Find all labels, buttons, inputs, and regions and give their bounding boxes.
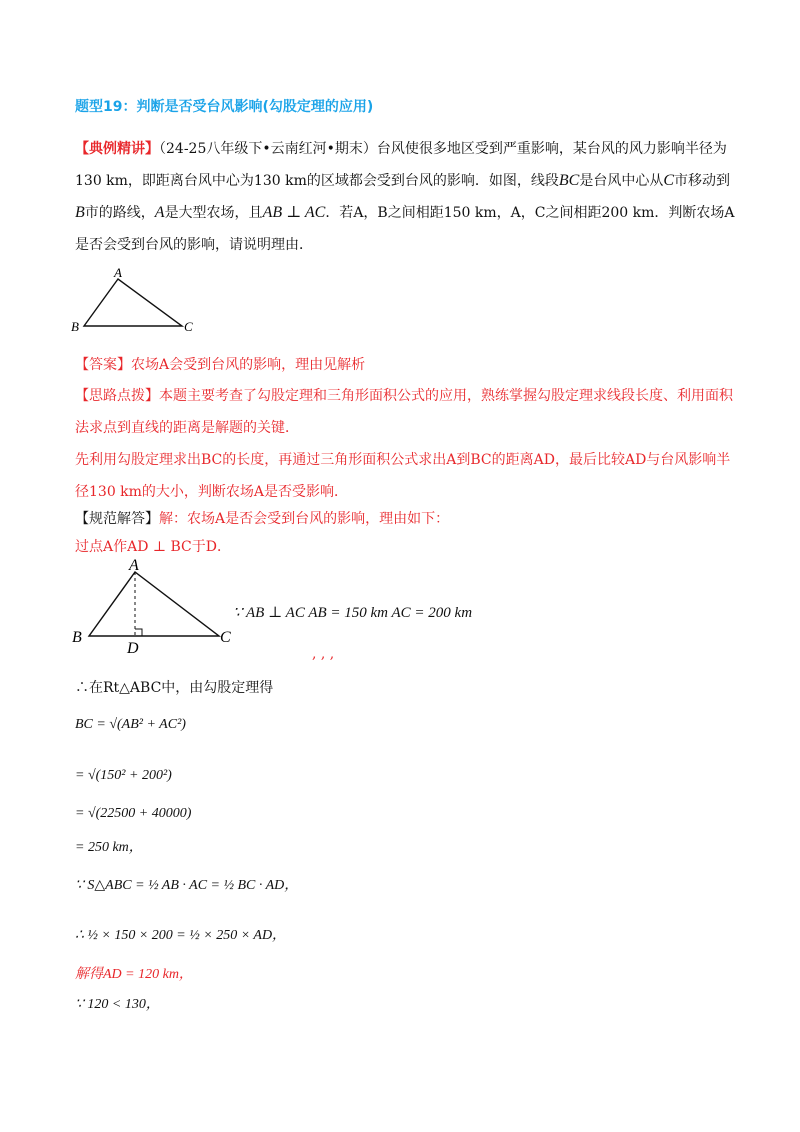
- example-perp: AB ⊥ AC: [262, 204, 326, 221]
- triangle-figure-2: [68, 556, 243, 658]
- example-text-2: 是台风中心从: [579, 173, 664, 189]
- solution-step-8: 解得AD = 120 km，: [75, 967, 193, 982]
- example-text-5: 是大型农场，且: [164, 205, 263, 221]
- solution-step-7: ∴ ½ × 150 × 200 = ½ × 250 × AD，: [75, 928, 287, 943]
- foot-d-label: D: [127, 640, 139, 657]
- solution-step-9: ∵ 120 < 130，: [75, 997, 160, 1012]
- right-angle-mark: [135, 629, 142, 636]
- solution-step-2: BC = √(AB² + AC²): [75, 717, 186, 732]
- vertex-a-label-1: A: [114, 265, 122, 280]
- solution-step-6: ∵ S△ABC = ½ AB · AC = ½ BC · AD，: [75, 878, 299, 893]
- solution-intro: 解：农场A是否会受到台风的影响，理由如下：: [159, 511, 450, 527]
- example-paragraph: [75, 133, 735, 261]
- example-text-4: 市的路线，: [84, 205, 155, 221]
- hint-paragraph: [75, 380, 735, 444]
- example-bc: BC: [558, 172, 580, 189]
- solution-step-3: = √(150² + 200²): [75, 768, 172, 783]
- example-b: B: [75, 204, 85, 221]
- vertex-c-label-1: C: [184, 319, 193, 334]
- hint-tag: 【思路点拨】: [75, 388, 159, 404]
- example-text-6: ．若: [325, 205, 354, 221]
- vertex-a-label-2: A: [129, 557, 139, 574]
- answer-text: 农场A会受到台风的影响，理由见解析: [131, 357, 366, 373]
- example-text-7: A，B之间相距150 km，A，C之间相距200 km．判断农场A是否会受到台风的影响，请说明理由．: [75, 205, 735, 253]
- triangle-abc-2: [89, 572, 219, 636]
- answer-line: [75, 354, 365, 374]
- vertex-b-label-1: B: [71, 319, 79, 334]
- example-text-1: （24-25八年级下•云南红河•期末）台风使很多地区受到严重影响，某台风的风力影响半径为130 km，即距离台风中心为130 km的区域都会受到台风的影响．如图，线段: [75, 141, 727, 189]
- solution-step-5: = 250 km，: [75, 840, 143, 855]
- triangle-abc-1: [84, 279, 182, 326]
- solution-step-0: 过点A作AD ⊥ BC于D．: [75, 539, 231, 555]
- solution-step-4: = √(22500 + 40000): [75, 806, 192, 821]
- answer-tag: 【答案】: [75, 357, 131, 373]
- section-title: 题型19：判断是否受台风影响(勾股定理的应用): [75, 99, 374, 115]
- hint-paragraph-2: 先利用勾股定理求出BC的长度，再通过三角形面积公式求出A到BC的距离AD，最后比较AD与台风影响半径130 km的大小，判断农场A是否受影响．: [75, 452, 731, 500]
- solution-given-commas: , , ,: [312, 646, 335, 662]
- vertex-c-label-2: C: [220, 629, 231, 646]
- solution-given: ∵ AB ⊥ AC AB = 150 km AC = 200 km: [233, 605, 473, 621]
- solution-step-1: ∴在Rt△ABC中，由勾股定理得: [75, 680, 274, 696]
- example-text-3: 市移动到: [674, 173, 730, 189]
- solution-tag: 【规范解答】: [75, 511, 159, 527]
- example-tag: 【典例精讲】: [75, 141, 159, 157]
- hint-text: 本题主要考查了勾股定理和三角形面积公式的应用，熟练掌握勾股定理求线段长度、利用面积法求点到直线的距离是解题的关键．: [75, 388, 733, 436]
- example-a: A: [154, 204, 165, 221]
- triangle-figure-1: [68, 265, 208, 337]
- solution-intro-line: [75, 508, 449, 528]
- vertex-b-label-2: B: [72, 629, 82, 646]
- example-c: C: [663, 172, 674, 189]
